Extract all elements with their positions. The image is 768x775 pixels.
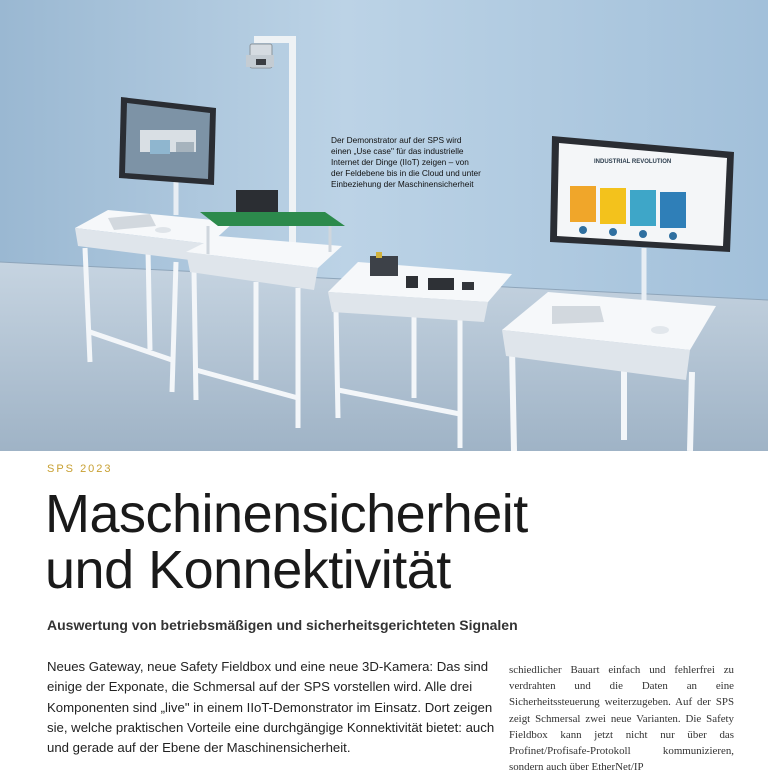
image-caption: Der Demonstrator auf der SPS wird einen „Use case" für das industrielle Internet der Dinge (IIoT) zeigen – von der Feldebene bis in die Cloud und unter Einbeziehung der Maschinensicherheit bbox=[331, 135, 481, 189]
screen-title: INDUSTRIAL REVOLUTION bbox=[594, 159, 672, 165]
article-title bbox=[45, 486, 528, 598]
body-column-2: schiedlicher Bauart einfach und fehlerfrei zu verdrahten und die Daten an eine Sicherheitssteuerung weiterzugeben. Auf der SPS zeigt Schmersal zwei neue Varianten. Die Safety Fieldbox kann jetzt nicht nur über das Profinet/Profisafe-Protokoll kommunizieren, sondern auch über EtherNet/IP bbox=[509, 664, 734, 774]
section-kicker: SPS 2023 bbox=[47, 463, 113, 475]
title-line-1: Maschinensicherheit bbox=[45, 484, 528, 544]
lead-paragraph: Neues Gateway, neue Safety Fieldbox und eine neue 3D-Kamera: Das sind einige der Exponate, die Schmersal auf der SPS vorstellen wird. Alle drei Komponenten sind „live" in einem IIoT-Demonstrator im Einsatz. Dort zeigen sie, welche praktischen Vorteile eine durchgängige Konnektivität bietet: auch und gerade auf der Ebene der Maschinensicherheit. bbox=[47, 659, 495, 756]
article-subtitle: Auswertung von betriebsmäßigen und sicherheitsgerichteten Signalen bbox=[47, 617, 518, 633]
title-line-2: und Konnektivität bbox=[45, 540, 451, 600]
